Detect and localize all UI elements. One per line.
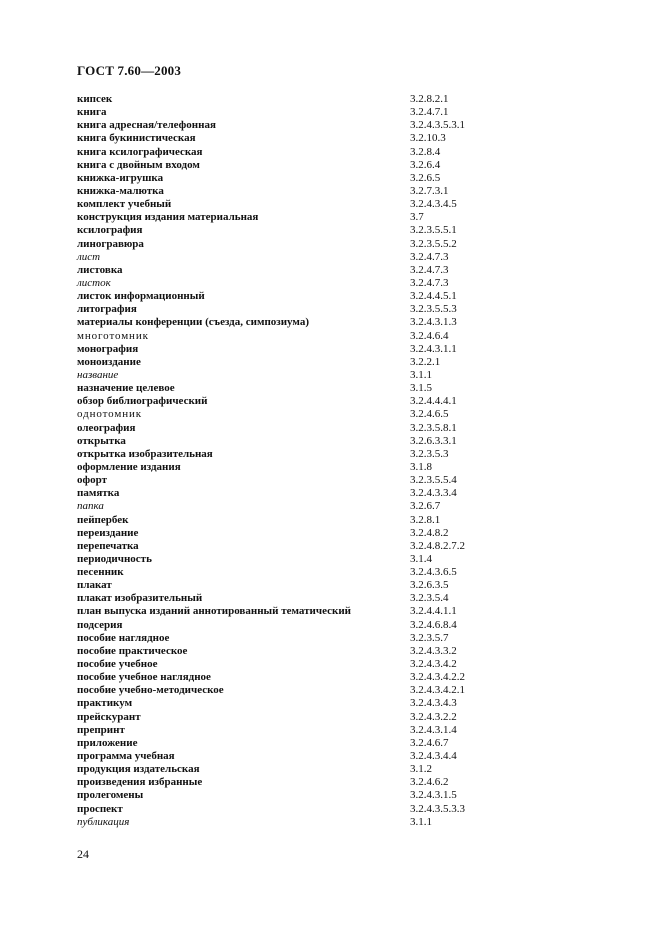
- index-entry: [77, 487, 637, 500]
- index-entry: [77, 645, 637, 658]
- index-term: офорт: [77, 474, 107, 487]
- index-term: книжка-малютка: [77, 184, 164, 197]
- index-entry: [77, 422, 637, 435]
- index-entry: [77, 106, 637, 119]
- index-code: 3.2.4.3.4.3: [410, 697, 457, 710]
- index-entry: [77, 264, 637, 277]
- index-term: комплект учебный: [77, 198, 172, 211]
- index-entry: [77, 816, 637, 829]
- index-entry: [77, 671, 637, 684]
- index-entry: [77, 132, 637, 145]
- index-entry: [77, 474, 637, 487]
- index-term: плакат изобразительный: [77, 592, 203, 605]
- index-code: 3.2.3.5.5.2: [410, 237, 457, 250]
- index-term: практикум: [77, 697, 133, 710]
- index-entry: [77, 789, 637, 802]
- index-entry: [77, 527, 637, 540]
- index-entry: [77, 382, 637, 395]
- index-term: пролегомены: [77, 789, 144, 802]
- index-term: материалы конференции (съезда, симпозиума): [77, 316, 309, 329]
- index-term: книга ксилографическая: [77, 145, 203, 158]
- index-code: 3.2.6.7: [410, 500, 441, 513]
- index-code: 3.2.4.3.3.2: [410, 644, 457, 657]
- index-term: открытка изобразительная: [77, 447, 213, 460]
- index-code: 3.2.4.3.4.2.1: [410, 684, 465, 697]
- index-term: однотомник: [77, 408, 143, 421]
- index-code: 3.2.4.6.8.4: [410, 618, 457, 631]
- index-code: 3.2.4.3.6.5: [410, 566, 457, 579]
- index-term: книга с двойным входом: [77, 158, 200, 171]
- index-code: 3.2.8.1: [410, 513, 441, 526]
- index-code: 3.2.4.7.1: [410, 106, 449, 119]
- index-code: 3.2.4.6.2: [410, 776, 449, 789]
- index-entry: [77, 658, 637, 671]
- index-term: пейпербек: [77, 513, 129, 526]
- index-term: план выпуска изданий аннотированный тематический: [77, 605, 352, 618]
- index-entry: [77, 224, 637, 237]
- index-entry: [77, 198, 637, 211]
- index-entry: [77, 750, 637, 763]
- index-term: оформление издания: [77, 460, 181, 473]
- index-term: листок информационный: [77, 290, 205, 303]
- index-term: пособие наглядное: [77, 631, 170, 644]
- index-code: 3.2.4.6.5: [410, 408, 449, 421]
- index-code: 3.2.4.8.2.7.2: [410, 539, 465, 552]
- index-code: 3.2.3.5.4: [410, 592, 449, 605]
- index-entry: [77, 592, 637, 605]
- index-term: ксилография: [77, 224, 143, 237]
- index-term: листок: [77, 276, 111, 289]
- index-code: 3.2.4.4.1.1: [410, 605, 457, 618]
- index-code: 3.1.8: [410, 460, 432, 473]
- index-term: произведения избранные: [77, 776, 203, 789]
- index-code: 3.2.4.8.2: [410, 526, 449, 539]
- index-code: 3.2.6.3.3.1: [410, 434, 457, 447]
- index-term: периодичность: [77, 552, 152, 565]
- index-code: 3.2.7.3.1: [410, 184, 449, 197]
- index-term: обзор библиографический: [77, 395, 208, 408]
- index-code: 3.2.3.5.3: [410, 447, 449, 460]
- index-entry: [77, 566, 637, 579]
- index-code: 3.2.4.6.4: [410, 329, 449, 342]
- index-entry: [77, 763, 637, 776]
- index-term: олеография: [77, 421, 136, 434]
- index-term: пособие учебное: [77, 658, 158, 671]
- index-term: продукция издательская: [77, 763, 200, 776]
- index-code: 3.1.4: [410, 552, 432, 565]
- index-code: 3.2.4.7.3: [410, 263, 449, 276]
- index-term: пособие учебно-методическое: [77, 684, 224, 697]
- index-term: конструкция издания материальная: [77, 211, 259, 224]
- index-term: книжка-игрушка: [77, 171, 164, 184]
- index-code: 3.2.4.4.5.1: [410, 290, 457, 303]
- index-entry: [77, 737, 637, 750]
- index-code: 3.2.4.3.4.2.2: [410, 671, 465, 684]
- index-entry: [77, 277, 637, 290]
- index-code: 3.2.4.3.1.4: [410, 723, 457, 736]
- index-entry: [77, 435, 637, 448]
- index-entry: [77, 303, 637, 316]
- index-entry: [77, 146, 637, 159]
- index-code: 3.2.2.1: [410, 355, 441, 368]
- index-code: 3.2.6.4: [410, 158, 441, 171]
- index-entry: [77, 172, 637, 185]
- index-term: литография: [77, 303, 137, 316]
- index-entry: [77, 330, 637, 343]
- index-term: книга: [77, 106, 107, 119]
- index-code: 3.2.3.5.5.1: [410, 224, 457, 237]
- index-code: 3.2.4.7.3: [410, 250, 449, 263]
- index-term: книга букинистическая: [77, 132, 196, 145]
- index-entry: [77, 369, 637, 382]
- index-entry: [77, 159, 637, 172]
- page-number: 24: [77, 847, 89, 861]
- index-code: 3.2.4.6.7: [410, 736, 449, 749]
- index-code: 3.2.4.3.4.2: [410, 658, 457, 671]
- index-entry: [77, 408, 637, 421]
- index-entry: [77, 251, 637, 264]
- index-code: 3.2.4.3.1.3: [410, 316, 457, 329]
- index-term: открытка: [77, 434, 126, 447]
- index-term: книга адресная/телефонная: [77, 119, 216, 132]
- index-term: моноиздание: [77, 355, 141, 368]
- index-term: пособие учебное наглядное: [77, 671, 211, 684]
- index-term: кипсек: [77, 93, 113, 105]
- index-entry: [77, 553, 637, 566]
- index-code: 3.1.1: [410, 815, 432, 828]
- index-code: 3.2.4.3.4.5: [410, 198, 457, 211]
- index-entry: [77, 343, 637, 356]
- index-term: приложение: [77, 736, 138, 749]
- page-header-title: ГОСТ 7.60—2003: [77, 63, 182, 78]
- index-code: 3.2.4.3.3.4: [410, 487, 457, 500]
- index-entry: [77, 711, 637, 724]
- index-code: 3.2.6.3.5: [410, 579, 449, 592]
- index-term: линогравюра: [77, 237, 144, 250]
- index-entry: [77, 579, 637, 592]
- index-term: плакат: [77, 579, 112, 592]
- index-entry: [77, 540, 637, 553]
- index-code: 3.2.3.5.5.4: [410, 474, 457, 487]
- index-term: название: [77, 368, 119, 381]
- index-entry: [77, 93, 637, 106]
- index-term: многотомник: [77, 329, 149, 342]
- index-code: 3.2.4.3.2.2: [410, 710, 457, 723]
- index-term: памятка: [77, 487, 120, 500]
- index-code: 3.1.1: [410, 368, 432, 381]
- index-code: 3.2.4.4.4.1: [410, 395, 457, 408]
- index-term: препринт: [77, 723, 125, 736]
- index-term: программа учебная: [77, 750, 175, 763]
- index-entry: [77, 632, 637, 645]
- index-term: монография: [77, 342, 139, 355]
- index-entry: [77, 803, 637, 816]
- index-entry: [77, 119, 637, 132]
- index-code: 3.2.3.5.5.3: [410, 303, 457, 316]
- index-entry: [77, 395, 637, 408]
- index-entry: [77, 356, 637, 369]
- index-term: пособие практическое: [77, 644, 188, 657]
- index-term: проспект: [77, 802, 123, 815]
- index-entry: [77, 316, 637, 329]
- index-code: 3.2.8.2.1: [410, 93, 449, 105]
- index-entry: [77, 724, 637, 737]
- index-code: 3.2.6.5: [410, 171, 441, 184]
- index-code: 3.1.2: [410, 763, 432, 776]
- index-entry: [77, 619, 637, 632]
- index-term: лист: [77, 250, 101, 263]
- index-term: публикация: [77, 815, 130, 828]
- index-term: перепечатка: [77, 539, 139, 552]
- index-entry: [77, 461, 637, 474]
- index-code: 3.2.3.5.8.1: [410, 421, 457, 434]
- index-term: прейскурант: [77, 710, 141, 723]
- index-entry: [77, 514, 637, 527]
- index-entry: [77, 684, 637, 697]
- index-code: 3.2.4.3.5.3.3: [410, 802, 465, 815]
- index-code: 3.2.3.5.7: [410, 631, 449, 644]
- index-entry: [77, 448, 637, 461]
- term-index-list: [77, 93, 637, 829]
- index-code: 3.2.10.3: [410, 132, 446, 145]
- index-code: 3.2.4.3.4.4: [410, 750, 457, 763]
- index-entry: [77, 211, 637, 224]
- index-term: листовка: [77, 263, 123, 276]
- index-code: 3.2.4.3.1.1: [410, 342, 457, 355]
- index-entry: [77, 185, 637, 198]
- index-code: 3.2.4.3.5.3.1: [410, 119, 465, 132]
- index-code: 3.1.5: [410, 382, 432, 395]
- index-entry: [77, 290, 637, 303]
- index-entry: [77, 238, 637, 251]
- index-entry: [77, 697, 637, 710]
- index-code: 3.2.8.4: [410, 145, 441, 158]
- index-term: назначение целевое: [77, 382, 175, 395]
- index-code: 3.2.4.7.3: [410, 276, 449, 289]
- index-entry: [77, 776, 637, 789]
- index-entry: [77, 500, 637, 513]
- index-code: 3.7: [410, 211, 424, 224]
- index-entry: [77, 605, 637, 618]
- index-term: переиздание: [77, 526, 139, 539]
- index-code: 3.2.4.3.1.5: [410, 789, 457, 802]
- index-term: песенник: [77, 566, 124, 579]
- index-term: подсерия: [77, 618, 123, 631]
- index-term: папка: [77, 500, 104, 513]
